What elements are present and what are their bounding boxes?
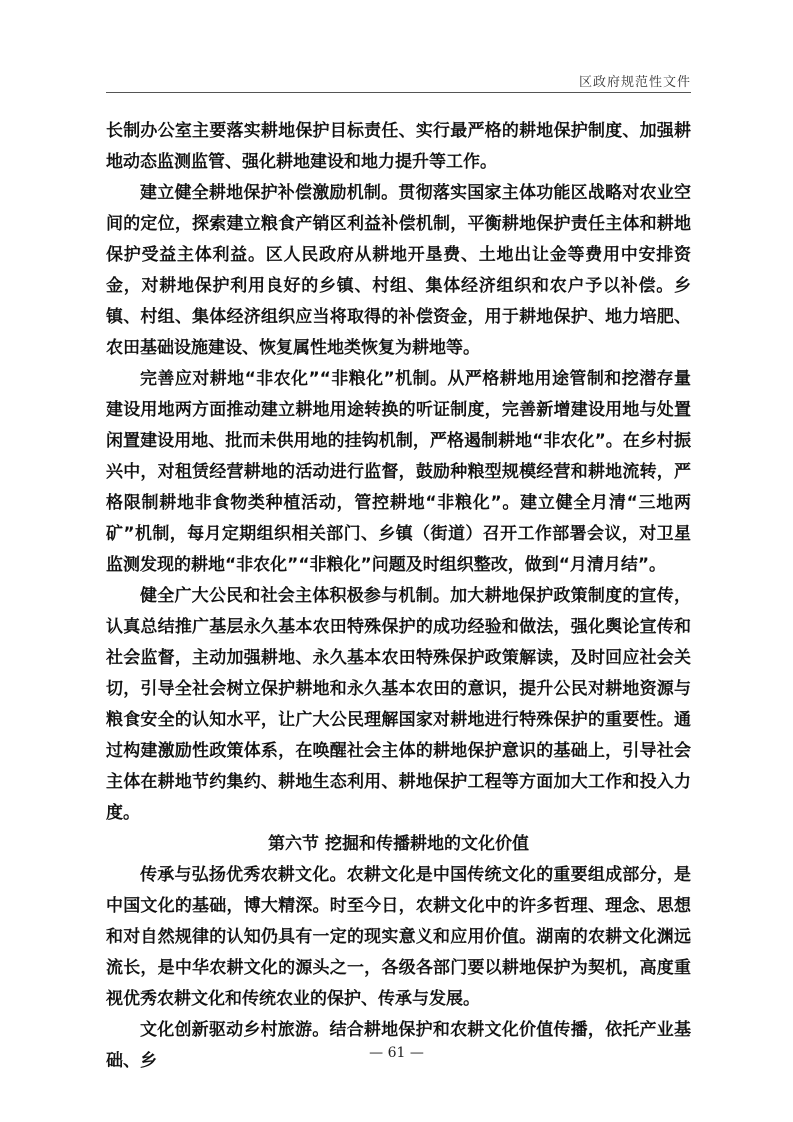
paragraph-compensation-mechanism: 建立健全耕地保护补偿激励机制。贯彻落实国家主体功能区战略对农业空间的定位，探索建立粮食产销区利益补偿机制，平衡耕地保护责任主体和耕地保护受益主体利益。区人民政府从耕地开垦费、土地出让金等费用中安排资金，对耕地保护利用良好的乡镇、村组、集体经济组织和农户予以补偿。乡镇、村组、集体经济组织应当将取得的补偿资金，用于耕地保护、地力培肥、农田基础设施建设、恢复属性地类恢复为耕地等。 [106,183,691,358]
header-divider [106,92,691,93]
document-body [106,116,691,1077]
paragraph-continuation: 长制办公室主要落实耕地保护目标责任、实行最严格的耕地保护制度、加强耕地动态监测监管、强化耕地建设和地力提升等工作。 [106,121,691,172]
paragraph-public-participation: 健全广大公民和社会主体积极参与机制。加大耕地保护政策制度的宣传，认真总结推广基层永久基本农田特殊保护的成功经验和做法，强化舆论宣传和社会监督，主动加强耕地、永久基本农田特殊保护政策解读，及时回应社会关切，引导全社会树立保护耕地和永久基本农田的意识，提升公民对耕地资源与粮食安全的认知水平，让广大公民理解国家对耕地进行特殊保护的重要性。通过构建激励性政策体系，在唤醒社会主体的耕地保护意识的基础上，引导社会主体在耕地节约集约、耕地生态利用、耕地保护工程等方面加大工作和投入力度。 [106,586,691,823]
paragraph-non-agricultural-mechanism: 完善应对耕地“非农化”“非粮化”机制。从严格耕地用途管制和挖潜存量建设用地两方面推动建立耕地用途转换的听证制度，完善新增建设用地与处置闲置建设用地、批而未供用地的挂钩机制，严格遏制耕地“非农化”。在乡村振兴中，对租赁经营耕地的活动进行监督，鼓励种粮型规模经营和耕地流转，严格限制耕地非食物类种植活动，管控耕地“非粮化”。建立健全月清“三地两矿”机制，每月定期组织相关部门、乡镇（街道）召开工作部署会议，对卫星监测发现的耕地“非农化”“非粮化”问题及时组织整改，做到“月清月结”。 [106,369,691,575]
page-number: — 61 — [369,1045,424,1061]
header-title: 区政府规范性文件 [578,75,691,90]
paragraph-farming-culture: 传承与弘扬优秀农耕文化。农耕文化是中国传统文化的重要组成部分，是中国文化的基础，博大精深。时至今日，农耕文化中的许多哲理、理念、思想和对自然规律的认知仍具有一定的现实意义和应用价值。湖南的农耕文化渊远流长，是中华农耕文化的源头之一，各级各部门要以耕地保护为契机，高度重视优秀农耕文化和传统农业的保护、传承与发展。 [106,865,691,1009]
paragraph-rural-tourism: 文化创新驱动乡村旅游。结合耕地保护和农耕文化价值传播，依托产业基础、乡 [106,1020,691,1071]
section-heading: 第六节 挖掘和传播耕地的文化价值 [268,834,529,854]
